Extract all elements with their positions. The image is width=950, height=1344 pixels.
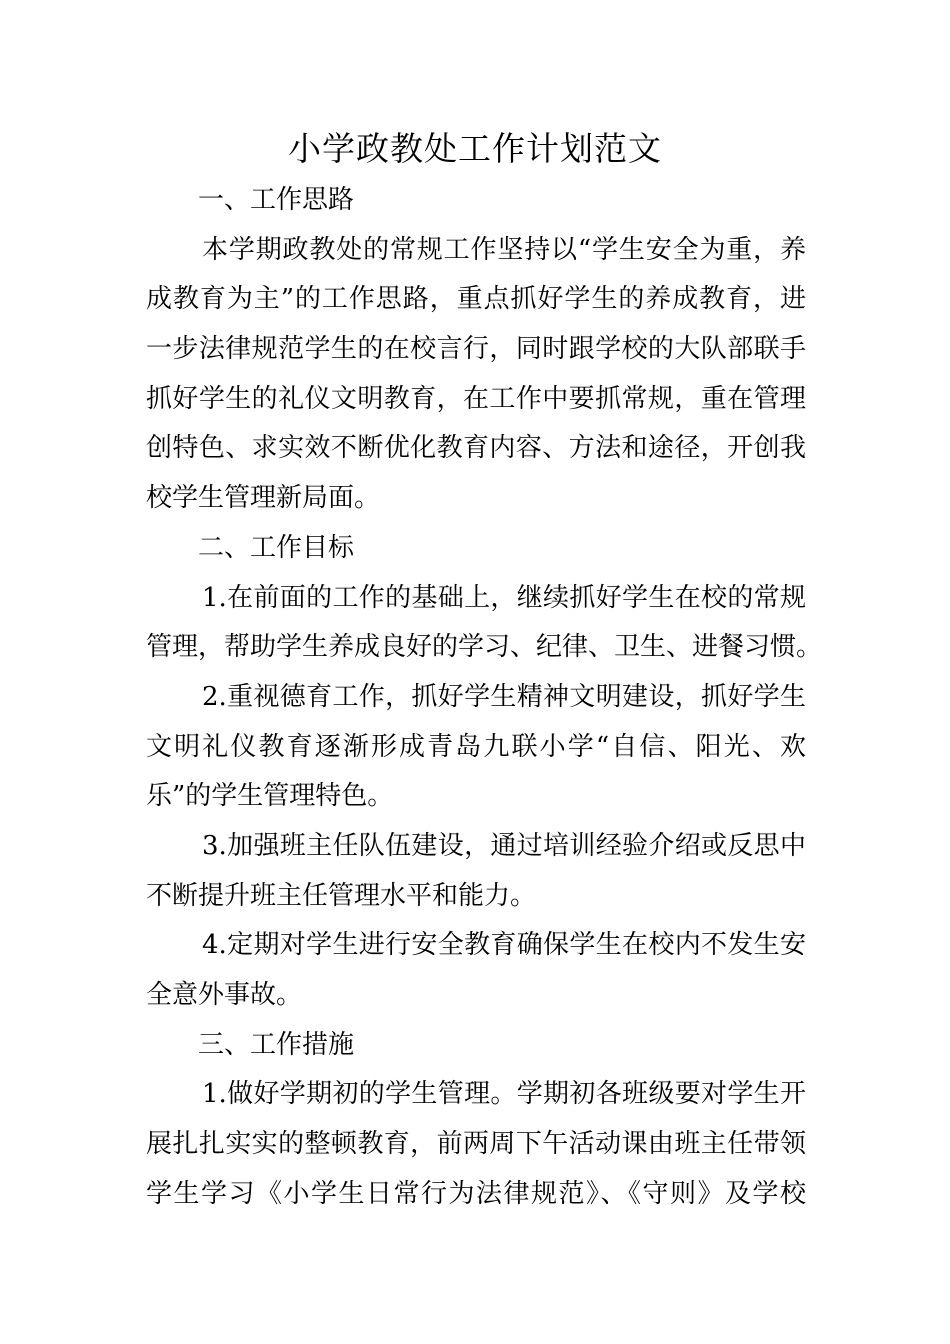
list-item-line: 1.做好学期初的学生管理。学期初各班级要对学生开 [202, 1079, 806, 1110]
list-item-line: 不断提升班主任管理水平和能力。 [146, 880, 537, 911]
paragraph-line: 创特色、求实效不断优化教育内容、方法和途径，开创我 [146, 433, 806, 464]
section-heading-1: 一、工作思路 [198, 185, 355, 215]
list-item-line: 2.重视德育工作，抓好学生精神文明建设，抓好学生 [202, 681, 806, 712]
list-item-line: 3.加强班主任队伍建设，通过培训经验介绍或反思中 [202, 830, 806, 861]
document-body [146, 176, 823, 1219]
list-item-line: 展扎扎实实的整顿教育，前两周下午活动课由班主任带领 [146, 1129, 806, 1160]
list-item-line: 全意外事故。 [146, 980, 303, 1010]
paragraph-line: 成教育为主”的工作思路，重点抓好学生的养成教育，进 [146, 284, 806, 315]
paragraph-line: 抓好学生的礼仪文明教育，在工作中要抓常规，重在管理 [146, 383, 806, 414]
section-heading-2: 二、工作目标 [198, 532, 355, 563]
list-item-line: 文明礼仪教育逐渐形成青岛九联小学“自信、阳光、欢 [146, 731, 806, 762]
section-heading-3: 三、工作措施 [198, 1029, 355, 1060]
list-item-line: 管理，帮助学生养成良好的学习、纪律、卫生、进餐习惯。 [146, 632, 823, 663]
list-item-line: 乐”的学生管理特色。 [146, 781, 394, 812]
list-item-line: 1.在前面的工作的基础上，继续抓好学生在校的常规 [202, 582, 806, 613]
list-item-line: 学生学习《小学生日常行为法律规范》、《守则》及学校 [146, 1178, 806, 1209]
document-title: 小学政教处工作计划范文 [288, 129, 662, 168]
list-item-line: 4.定期对学生进行安全教育确保学生在校内不发生安 [202, 930, 806, 961]
paragraph-line: 一步法律规范学生的在校言行，同时跟学校的大队部联手 [146, 334, 806, 365]
paragraph-line: 本学期政教处的常规工作坚持以“学生安全为重，养 [202, 234, 806, 265]
paragraph-line: 校学生管理新局面。 [146, 483, 381, 514]
